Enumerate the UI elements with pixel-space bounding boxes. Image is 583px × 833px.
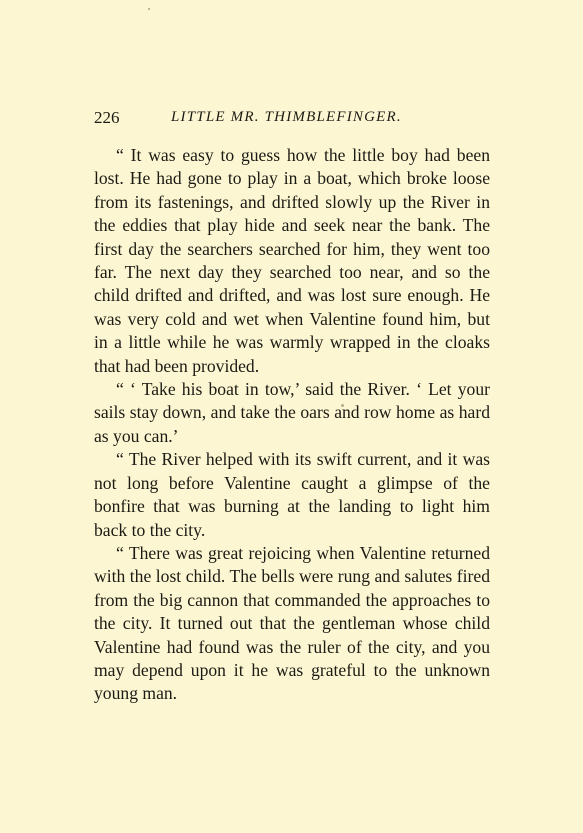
paragraph-rejoicing: “ There was great rejoicing when Valentine returned with the lost child. The bells were rung and salutes fired from the big cannon that commanded the approaches to the city. It turned out that the gentleman whose child Valentine had found was the ruler of the city, and you may depend upon it he was grateful to the unknown young man. xyxy=(94,542,490,704)
running-title: LITTLE MR. THIMBLEFINGER. xyxy=(171,109,402,125)
paragraph-lost-boy: “ It was easy to guess how the little boy had been lost. He had gone to play in a boat, which broke loose from its fastenings, and drifted slowly up the River in the eddies that play hide and seek near the bank. The first day the searchers searched for him, they went too far. The next day they searched too near, and so the child drifted and drifted, and was lost sure enough. He was very cold and wet when Valentine found him, but in a little while he was warmly wrapped in the cloaks that had been provided. xyxy=(94,145,490,376)
paper-speck xyxy=(341,404,344,407)
paragraph-river-speech: “ ‘ Take his boat in tow,’ said the River. ‘ Let your sails stay down, and take the oars and row home as hard as you can.’ xyxy=(94,379,490,446)
paper-speck xyxy=(148,8,150,10)
page-header xyxy=(94,108,490,132)
body-text xyxy=(94,144,490,706)
paragraph-current: “ The River helped with its swift current, and it was not long before Valentine caught a glimpse of the bonfire that was burning at the landing to light him back to the city. xyxy=(94,449,490,540)
page-number: 226 xyxy=(94,108,120,127)
paper-speck xyxy=(428,268,430,270)
